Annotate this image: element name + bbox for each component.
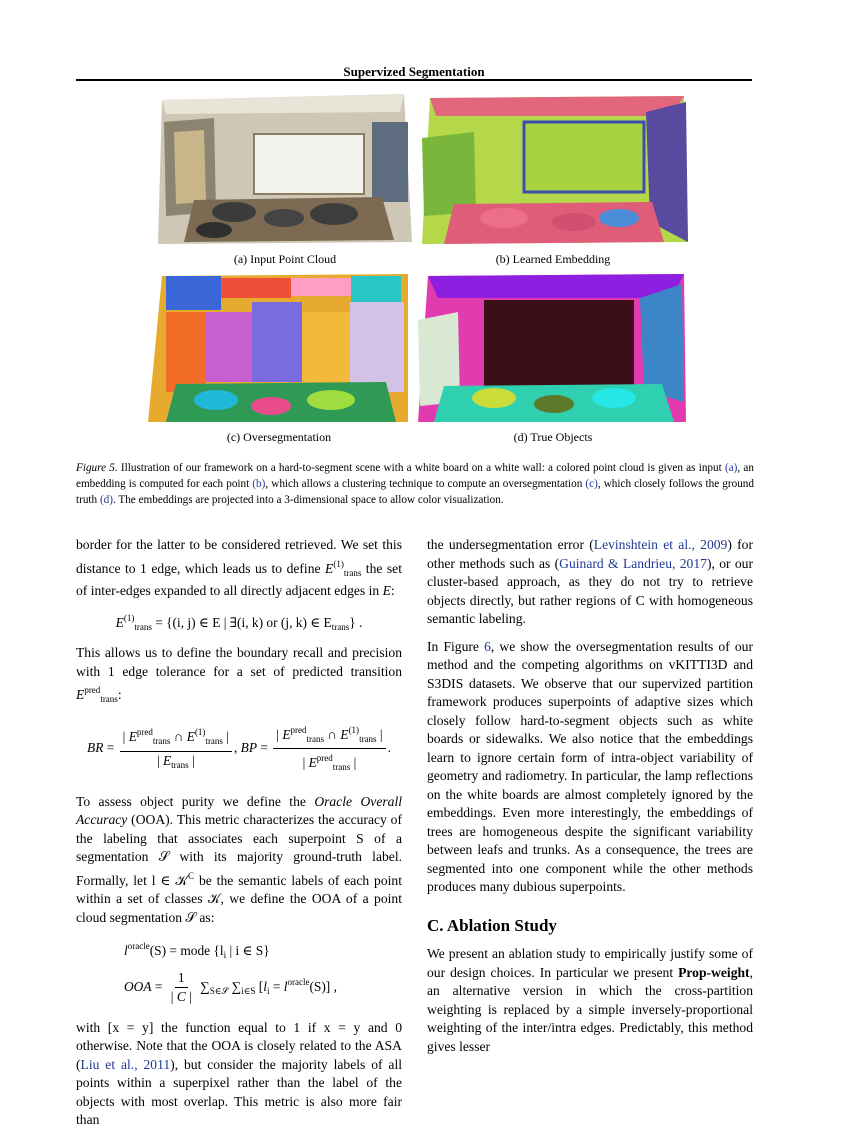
caption-ref-a[interactable]: (a) xyxy=(724,462,738,474)
running-header: Supervized Segmentation xyxy=(343,64,485,79)
section-title: C. Ablation Study xyxy=(427,915,557,935)
caption-text: , an embedding is computed for each point xyxy=(76,462,754,490)
figure-ref-6[interactable]: 6 xyxy=(484,638,491,654)
equation-ooa: $l^{oracle}(S)$ = mode {$l_i$ | i ∈ S} OOA = $\frac{1}{| C |}$ $\sum_{S\in 𝒮}$ $\sum_{i\in S}$ $[l_i = l^{oracle}(S)]$ , xyxy=(124,941,337,1004)
caption-ref-d[interactable]: (d) xyxy=(99,494,113,506)
figure-label: Figure 5. xyxy=(76,462,118,474)
caption-text: . The embeddings are projected into a 3-dimensional space to allow color visualization. xyxy=(112,494,504,506)
caption-text: , which allows a clustering technique to compute an oversegmentation xyxy=(265,478,586,490)
paragraph: This allows us to define the boundary recall and precision with 1 edge tolerance for a set of predicted transition $E^{pred}_{trans}$: xyxy=(76,645,402,704)
caption-text: , which closely follows the ground truth xyxy=(76,478,754,506)
figure-caption xyxy=(76,460,754,508)
paragraph: with [x = y] the function equal to 1 if x = y and 0 otherwise. Note that the OOA is closely related to the ASA (Liu et al., 2011), but consider the majority labels of all points within a superpixel rather than the label of the objects with most overlap. This metric is also more fair than xyxy=(76,1019,402,1127)
panel-learned-embedding xyxy=(414,92,692,248)
panel-oversegmentation xyxy=(146,272,412,424)
paragraph: In Figure 6, we show the oversegmentation results of our method and the competing algorithms on vKITTI3D and S3DIS datasets. We observe that our supervized partition framework produces superpoints of adaptive sizes which closely follow hard-to-segment objects such as white boards or sidewalks. We also notice that the embeddings learn to ignore certain form of intra-object variability of geometry and radiometry. In particular, the lamp reflections on the white boards are almost completely ignored by the embeddings. Even more interestingly, the embeddings of trees are homogeneous despite the significant variability between leafs and trunks. As a consequence, the trees are segmented into one component while the other methods produces many dubious superpoints. xyxy=(427,638,753,894)
subcaption-a: (a) Input Point Cloud xyxy=(233,252,337,266)
paragraph: the undersegmentation error (Levinshtein et al., 2009) for other methods such as (Guinard & Landrieu, 2017), or our cluster-based approach, as they do not try to retrieve objects directly, but rather regions of C with homogeneous semantic labeling. xyxy=(427,537,754,626)
equation-br-bp: BR = $\frac{| E^{pred}_{trans} \cap E^{(1)}_{trans} |}{| E_{trans} |}$ , BP = $\frac{| E^{pred}_{trans} \cap E^{(1)}_{trans} |}{| E^{pred}_{trans} |}$ . xyxy=(76,721,402,777)
header-rule xyxy=(76,79,752,81)
right-column xyxy=(427,536,753,1056)
citation-levinshtein[interactable]: Levinshtein et al., 2009 xyxy=(593,537,728,552)
left-column xyxy=(76,536,402,1130)
panel-true-objects xyxy=(414,272,692,424)
citation-liu[interactable]: Liu et al., 2011 xyxy=(80,1056,171,1072)
caption-ref-c[interactable]: (c) xyxy=(585,478,598,490)
citation-guinard[interactable]: Guinard & Landrieu, 2017 xyxy=(559,555,707,571)
subcaption-b: (b) Learned Embedding xyxy=(495,252,611,266)
paragraph: border for the latter to be considered retrieved. We set this distance to 1 edge, which leads us to define $E^{(1)}_{trans}$ the set of inter-edges expanded to all directly adjacent edges in E: xyxy=(76,537,402,598)
caption-text: Illustration of our framework on a hard-to-segment scene with a white board on a white wall: a colored point cloud is given as input xyxy=(117,462,725,474)
equation-etrans: $E^{(1)}_{trans} = \{(i$, j) ∈ E | ∃(i, k) or (j, k) ∈ $E_{trans}$} . xyxy=(115,612,363,632)
paragraph: We present an ablation study to empirically justify some of our design choices. In particular we present Prop-weight, an alternative version in which the cross-partition weighting is replaced by a simple inversely-proportional weighting of the inter/intra edges. Predictably, this method gives lesser xyxy=(427,946,753,1054)
paragraph: To assess object purity we define the Oracle Overall Accuracy (OOA). This metric characterizes the accuracy of the labeling that associates each superpoint S of a segmentation 𝒮 with its majority ground-truth label. Formally, let l ∈ 𝒦$^C$ be the semantic labels of each point within a set of classes 𝒦, we define the OOA of a point cloud segmentation 𝒮 as: xyxy=(76,793,403,925)
panel-input-point-cloud xyxy=(154,92,416,248)
subcaption-d: (d) True Objects xyxy=(513,430,593,444)
subcaption-c: (c) Oversegmentation xyxy=(226,430,332,444)
caption-ref-b[interactable]: (b) xyxy=(252,478,266,490)
